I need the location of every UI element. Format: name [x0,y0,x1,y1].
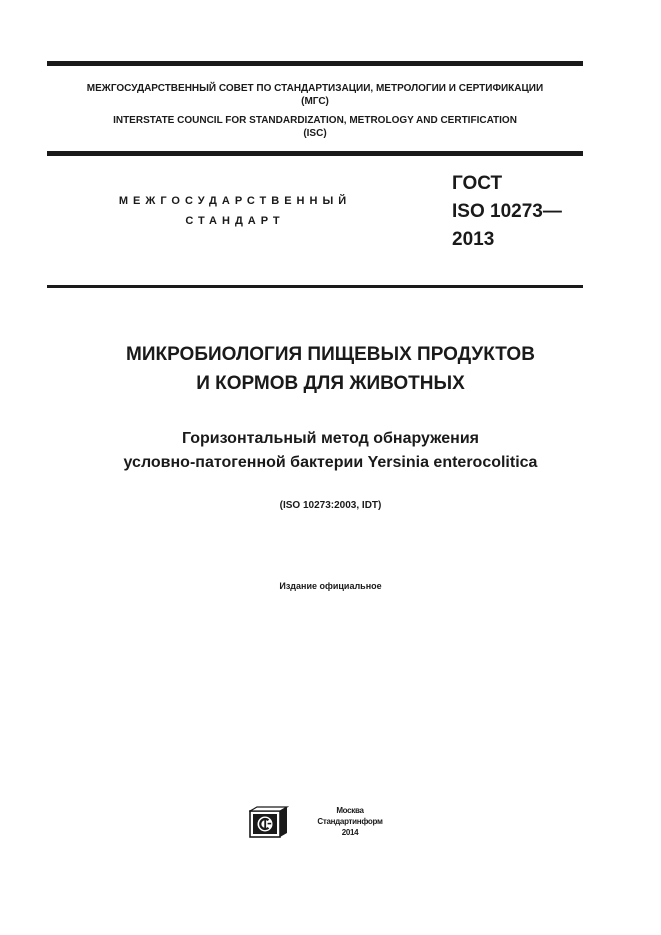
designation-year: 2013 [452,229,495,250]
publisher-year: 2014 [341,828,359,837]
council-name-en [47,114,583,140]
middle-rule [47,151,583,156]
designation-iso-number: ISO 10273— [452,201,562,222]
designation-gost: ГОСТ [452,173,503,194]
council-abbr-en: (ISC) [303,128,327,139]
publisher-name: Стандартинформ [317,817,383,826]
document-subtitle-line1: Горизонтальный метод обнаружения [181,430,480,447]
publisher-city: Москва [336,806,364,815]
bottom-rule [47,285,583,288]
edition-note: Издание официальное [279,581,382,591]
standard-type-label-line1: МЕЖГОСУДАРСТВЕННЫЙ [118,195,352,207]
council-name-ru [47,82,583,108]
top-rule [47,61,583,66]
publisher-block [300,805,400,838]
council-name-ru-line: МЕЖГОСУДАРСТВЕННЫЙ СОВЕТ ПО СТАНДАРТИЗАЦИИ, МЕТРОЛОГИИ И СЕРТИФИКАЦИИ [86,83,544,94]
iso-reference: (ISO 10273:2003, IDT) [279,500,382,511]
document-title-line1: МИКРОБИОЛОГИЯ ПИЩЕВЫХ ПРОДУКТОВ [126,344,535,365]
standard-designation [452,170,562,254]
document-title-line2: И КОРМОВ ДЛЯ ЖИВОТНЫХ [196,373,465,394]
council-abbr-ru: (МГС) [301,96,329,107]
standard-type-label-line2: СТАНДАРТ [185,215,285,227]
standartinform-logo-icon [249,806,289,838]
council-name-en-line: INTERSTATE COUNCIL FOR STANDARDIZATION, METROLOGY AND CERTIFICATION [113,115,517,126]
document-subtitle-line2: условно-патогенной бактерии Yersinia enterocolitica [123,454,538,471]
